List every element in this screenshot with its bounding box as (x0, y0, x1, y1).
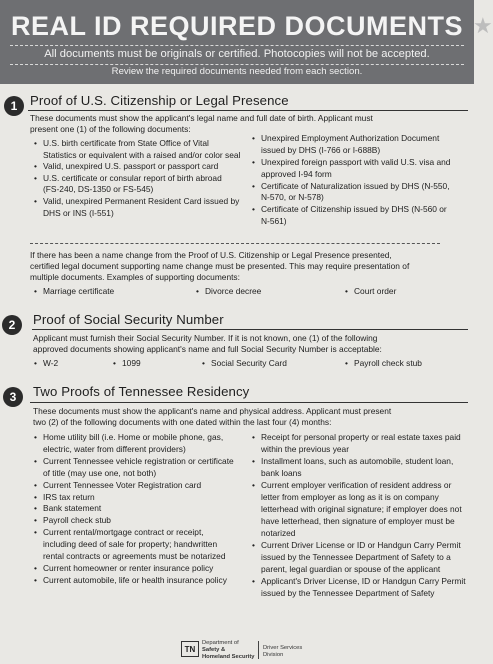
bullet-icon: • (252, 133, 255, 143)
footer-divider (258, 641, 259, 659)
list-item-text: including deed of sale for property; handwritten (43, 539, 218, 550)
department-name: Department of (202, 640, 239, 646)
bullet-icon: • (34, 574, 37, 585)
header-divider (10, 45, 464, 46)
bullet-icon: • (34, 562, 37, 573)
section-intro: These documents must show the applicant's name and physical address. Applicant must present (33, 406, 392, 416)
list-item-text: DHS or INS (I-551) (43, 207, 114, 218)
bullet-icon: • (252, 456, 255, 466)
list-item-text: W-2 (43, 358, 59, 368)
bullet-icon: • (34, 479, 37, 490)
list-item-text: Social Security Card (211, 358, 287, 368)
list-item-text: bank loans (261, 468, 302, 478)
bullet-icon: • (202, 358, 205, 368)
list-item-text: 1099 (122, 358, 141, 368)
bullet-icon: • (34, 138, 37, 148)
bullet-icon: • (252, 480, 255, 490)
section-rule (32, 329, 468, 330)
list-item-text: issued by the Tennessee Department of Safety (261, 588, 435, 598)
list-item-text: Bank statement (43, 503, 102, 514)
list-item-text: Receipt for personal property or real estate taxes paid (261, 432, 461, 442)
list-item-text: (FS-240, DS-1350 or FS-545) (43, 184, 154, 195)
list-item-text: letterhead with original signature; if employer does not (261, 504, 462, 514)
header-divider (10, 64, 464, 65)
bullet-icon: • (34, 503, 37, 514)
list-item-text: Home utility bill (i.e. Home or mobile phone, gas, (43, 432, 224, 442)
section-number-badge: 2 (2, 315, 22, 335)
bullet-icon: • (34, 491, 37, 502)
list-item-text: Marriage certificate (43, 286, 115, 296)
name-change-note: If there has been a name change from the Proof of U.S. Citizenship or Legal Presence presented, (30, 250, 392, 260)
list-item-text: Installment loans, such as automobile, student loan, (261, 456, 454, 466)
bullet-icon: • (34, 432, 37, 442)
bullet-icon: • (34, 358, 37, 368)
star-icon (0, 15, 1, 37)
bullet-icon: • (34, 161, 37, 172)
section-number-badge: 1 (4, 96, 24, 116)
bullet-icon: • (345, 358, 348, 368)
dashed-divider (30, 243, 440, 244)
originals-notice: All documents must be originals or certified. Photocopies will not be accepted. (44, 48, 430, 60)
list-item-text: Current employer verification of resident address or (261, 480, 452, 490)
section-intro: These documents must show the applicant's legal name and full date of birth. Applicant must (30, 113, 373, 123)
department-name: Homeland Security (202, 654, 255, 660)
list-item-text: N-561) (261, 216, 287, 227)
list-item-text: Applicant's Driver License, ID or Handgun Carry Permit (261, 576, 466, 586)
bullet-icon: • (34, 196, 37, 206)
bullet-icon: • (34, 172, 37, 183)
name-change-note: multiple documents. Examples of supporting documents: (30, 272, 240, 282)
list-item-text: Unexpired Employment Authorization Document (261, 133, 440, 143)
list-item-text: notarized (261, 528, 296, 538)
list-item-text: Current Driver License or ID or Handgun Carry Permit (261, 540, 461, 550)
bullet-icon: • (196, 286, 199, 296)
department-name: Safety & (202, 647, 226, 653)
list-item-text: Unexpired foreign passport with valid U.S. visa and (261, 156, 451, 167)
bullet-icon: • (113, 358, 116, 368)
list-item-text: Current Tennessee Voter Registration card (43, 479, 202, 490)
section-intro: approved documents showing applicant's name and full Social Security Number is acceptable: (33, 344, 382, 354)
list-item-text: Valid, unexpired Permanent Resident Card issued by (43, 196, 240, 206)
division-name: Division (263, 652, 284, 658)
section-intro: two (2) of the following documents with one dated within the last four (4) months: (33, 417, 332, 427)
name-change-note: certified legal document supporting name change must be presented. This may require presentation of (30, 261, 410, 271)
section-title: Two Proofs of Tennessee Residency (33, 384, 250, 399)
section-number-badge: 3 (3, 387, 23, 407)
bullet-icon: • (34, 455, 37, 466)
division-name: Driver Services (263, 645, 303, 651)
bullet-icon: • (345, 286, 348, 296)
list-item-text: U.S. birth certificate from State Office of Vital (43, 138, 209, 148)
section-rule (28, 110, 468, 111)
page-title: REAL ID REQUIRED DOCUMENTS (10, 10, 464, 41)
list-item-text: Current homeowner or renter insurance policy (43, 562, 214, 573)
list-item-text: IRS tax return (43, 491, 95, 502)
list-item-text: Current rental/mortgage contract or receipt, (43, 527, 204, 538)
list-item-text: Court order (354, 286, 397, 296)
tn-logo: TN (181, 641, 199, 657)
list-item-text: Current automobile, life or health insurance policy (43, 574, 227, 585)
list-item-text: Payroll check stub (354, 358, 422, 368)
section-title: Proof of U.S. Citizenship or Legal Presence (30, 93, 289, 108)
list-item-text: Payroll check stub (43, 515, 111, 526)
bullet-icon: • (252, 156, 255, 167)
bullet-icon: • (252, 180, 255, 191)
title-row (0, 6, 493, 46)
section-intro: present one (1) of the following documents: (30, 124, 191, 134)
list-item-text: Current Tennessee vehicle registration or certificate (43, 455, 234, 466)
list-item-text: Divorce decree (205, 286, 262, 296)
review-instruction: Review the required documents needed from each section. (111, 66, 363, 77)
list-item-text: Valid, unexpired U.S. passport or passport card (43, 161, 219, 172)
bullet-icon: • (252, 204, 255, 215)
list-item-text: Certificate of Citizenship issued by DHS (N-560 or (261, 204, 447, 215)
list-item-text: rental contracts or agreements must be notarized (43, 550, 226, 561)
bullet-icon: • (252, 540, 255, 550)
bullet-icon: • (34, 515, 37, 526)
bullet-icon: • (252, 576, 255, 586)
star-icon: ★ (473, 13, 493, 38)
list-item-text: N-570, or N-578) (261, 192, 324, 203)
list-item-text: letter from employer as long as it is on company (261, 492, 439, 502)
list-item-text: within the previous year (261, 444, 349, 454)
section-rule (30, 402, 468, 403)
bullet-icon: • (34, 527, 37, 538)
list-item-text: Certificate of Naturalization issued by DHS (N-550, (261, 180, 450, 191)
list-item-text: approved I-94 form (261, 168, 332, 179)
section-intro: Applicant must furnish their Social Security Number. If it is not known, one (1) of the following (33, 333, 378, 343)
bullet-icon: • (34, 286, 37, 296)
list-item-text: of title (may use one, not both) (43, 467, 157, 478)
list-item-text: Statistics or equivalent with a raised and/or color seal (43, 149, 241, 160)
section-title: Proof of Social Security Number (33, 312, 224, 327)
bullet-icon: • (252, 432, 255, 442)
list-item-text: issued by the Tennessee Department of Safety to a (261, 552, 451, 562)
list-item-text: parent, legal guardian or spouse of the applicant (261, 564, 441, 574)
list-item-text: issued by DHS (I-766 or I-688B) (261, 144, 381, 155)
list-item-text: U.S. certificate or consular report of birth abroad (43, 172, 222, 183)
list-item-text: electric, water from different providers) (43, 443, 186, 454)
list-item-text: have letterhead, then signature of employer must be (261, 516, 455, 526)
